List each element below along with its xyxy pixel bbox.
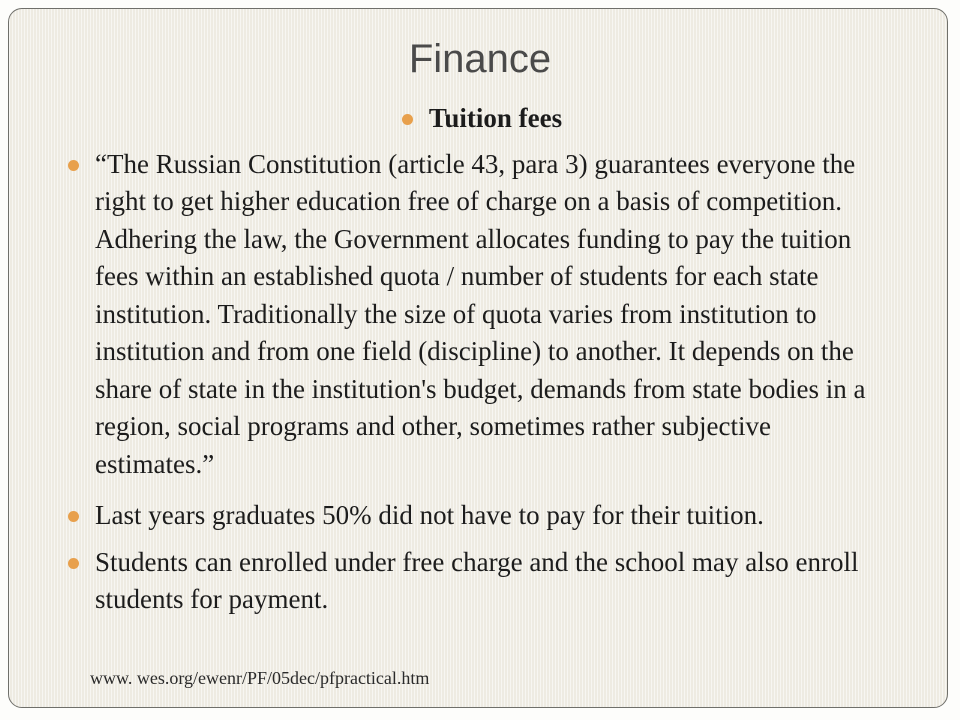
bullet-tuition-fees bbox=[66, 100, 896, 138]
bullet-text: “The Russian Constitution (article 43, para 3) guarantees everyone the right to get higher education free of charge on a basis of competition. Adhering the law, the Government allocates funding to pay the tuition fees within an established quota / number of students for each state institution. Traditionally the size of quota varies from institution to institution and from one field (discipline) to another. It depends on the share of state in the institution's budget, demands from state bodies in a region, social programs and other, sometimes rather subjective estimates.” bbox=[95, 148, 866, 479]
slide-title: Finance bbox=[408, 37, 552, 81]
bullet-constitution-quote bbox=[66, 146, 896, 484]
bullet-graduates bbox=[66, 497, 896, 535]
source-citation: www. wes.org/ewenr/PF/05dec/pfpractical.htm bbox=[90, 668, 430, 688]
bullet-text: Students can enrolled under free charge and the school may also enroll students for payment. bbox=[95, 546, 859, 614]
bullet-dot-icon bbox=[68, 160, 79, 171]
bullet-dot-icon bbox=[402, 114, 413, 125]
bullet-text: Last years graduates 50% did not have to pay for their tuition. bbox=[95, 500, 764, 530]
bullet-enrollment bbox=[66, 544, 896, 619]
bullet-dot-icon bbox=[68, 511, 79, 522]
bullet-heading-text: Tuition fees bbox=[428, 103, 563, 133]
bullet-dot-icon bbox=[68, 558, 79, 569]
bullet-list bbox=[66, 100, 896, 619]
